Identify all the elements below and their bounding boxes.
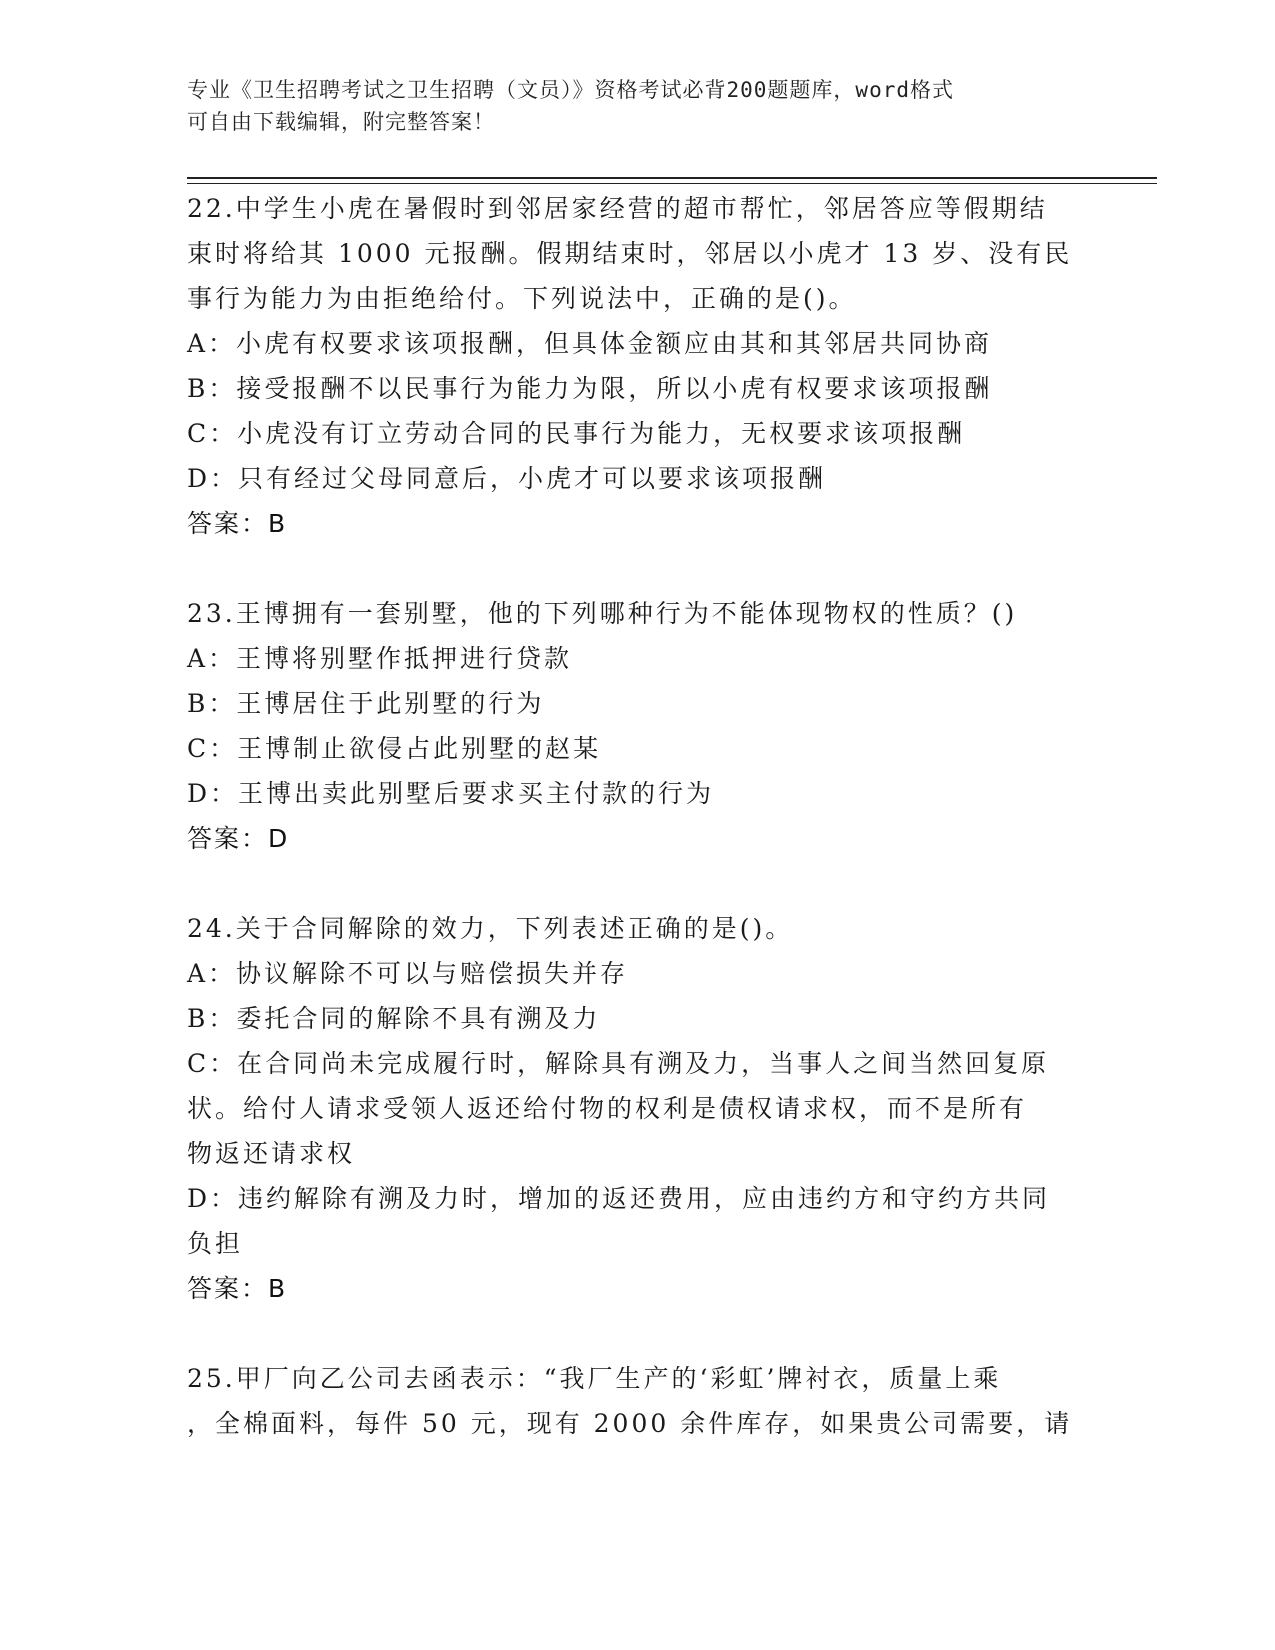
question-list	[187, 186, 1087, 1446]
option-b: B：王博居住于此别墅的行为	[187, 689, 545, 718]
option-c: C：小虎没有订立劳动合同的民事行为能力，无权要求该项报酬	[187, 419, 966, 448]
option-d-continued: 负担	[187, 1229, 244, 1258]
question-stem-line: 24.关于合同解除的效力，下列表述正确的是()。	[187, 914, 794, 943]
question-22	[187, 186, 1087, 501]
header-rule-thick	[187, 177, 1157, 179]
spacer	[187, 1311, 1087, 1356]
option-a: A：协议解除不可以与赔偿损失并存	[187, 959, 629, 988]
spacer	[187, 861, 1087, 906]
option-d: D：违约解除有溯及力时，增加的返还费用，应由违约方和守约方共同	[187, 1184, 1051, 1213]
question-stem-line: ，全棉面料，每件 50 元，现有 2000 余件库存，如果贵公司需要，请	[187, 1409, 1073, 1438]
option-c: C：在合同尚未完成履行时，解除具有溯及力，当事人之间当然回复原	[187, 1049, 1050, 1078]
answer-22: 答案：B	[187, 509, 288, 538]
option-d: D：只有经过父母同意后，小虎才可以要求该项报酬	[187, 464, 827, 493]
option-b: B：接受报酬不以民事行为能力为限，所以小虎有权要求该项报酬	[187, 374, 993, 403]
option-a: A：小虎有权要求该项报酬，但具体金额应由其和其邻居共同协商	[187, 329, 993, 358]
option-a: A：王博将别墅作抵押进行贷款	[187, 644, 573, 673]
answer-23: 答案：D	[187, 824, 290, 853]
question-stem-line: 事行为能力为由拒绝给付。下列说法中，正确的是()。	[187, 284, 857, 313]
option-c-continued: 状。给付人请求受领人返还给付物的权利是债权请求权，而不是所有	[187, 1094, 1028, 1123]
header-rule-thin	[187, 183, 1157, 184]
option-d: D：王博出卖此别墅后要求买主付款的行为	[187, 779, 715, 808]
header-line-2: 可自由下载编辑，附完整答案！	[187, 110, 495, 134]
question-stem-line: 22.中学生小虎在暑假时到邻居家经营的超市帮忙，邻居答应等假期结	[187, 194, 1048, 223]
header-line-1: 专业《卫生招聘考试之卫生招聘（文员）》资格考试必背200题题库，word格式	[187, 78, 954, 102]
question-24	[187, 906, 1087, 1266]
option-c: C：王博制止欲侵占此别墅的赵某	[187, 734, 602, 763]
document-header	[187, 74, 1067, 138]
question-stem-line: 23.王博拥有一套别墅，他的下列哪种行为不能体现物权的性质？()	[187, 599, 1018, 628]
question-stem-line: 25.甲厂向乙公司去函表示：“我厂生产的‘彩虹’牌衬衣，质量上乘	[187, 1364, 1002, 1393]
question-23	[187, 591, 1087, 816]
question-stem-line: 束时将给其 1000 元报酬。假期结束时，邻居以小虎才 13 岁、没有民	[187, 239, 1073, 268]
option-b: B：委托合同的解除不具有溯及力	[187, 1004, 601, 1033]
question-25	[187, 1356, 1087, 1446]
option-c-continued: 物返还请求权	[187, 1139, 356, 1168]
spacer	[187, 546, 1087, 591]
answer-24: 答案：B	[187, 1274, 288, 1303]
